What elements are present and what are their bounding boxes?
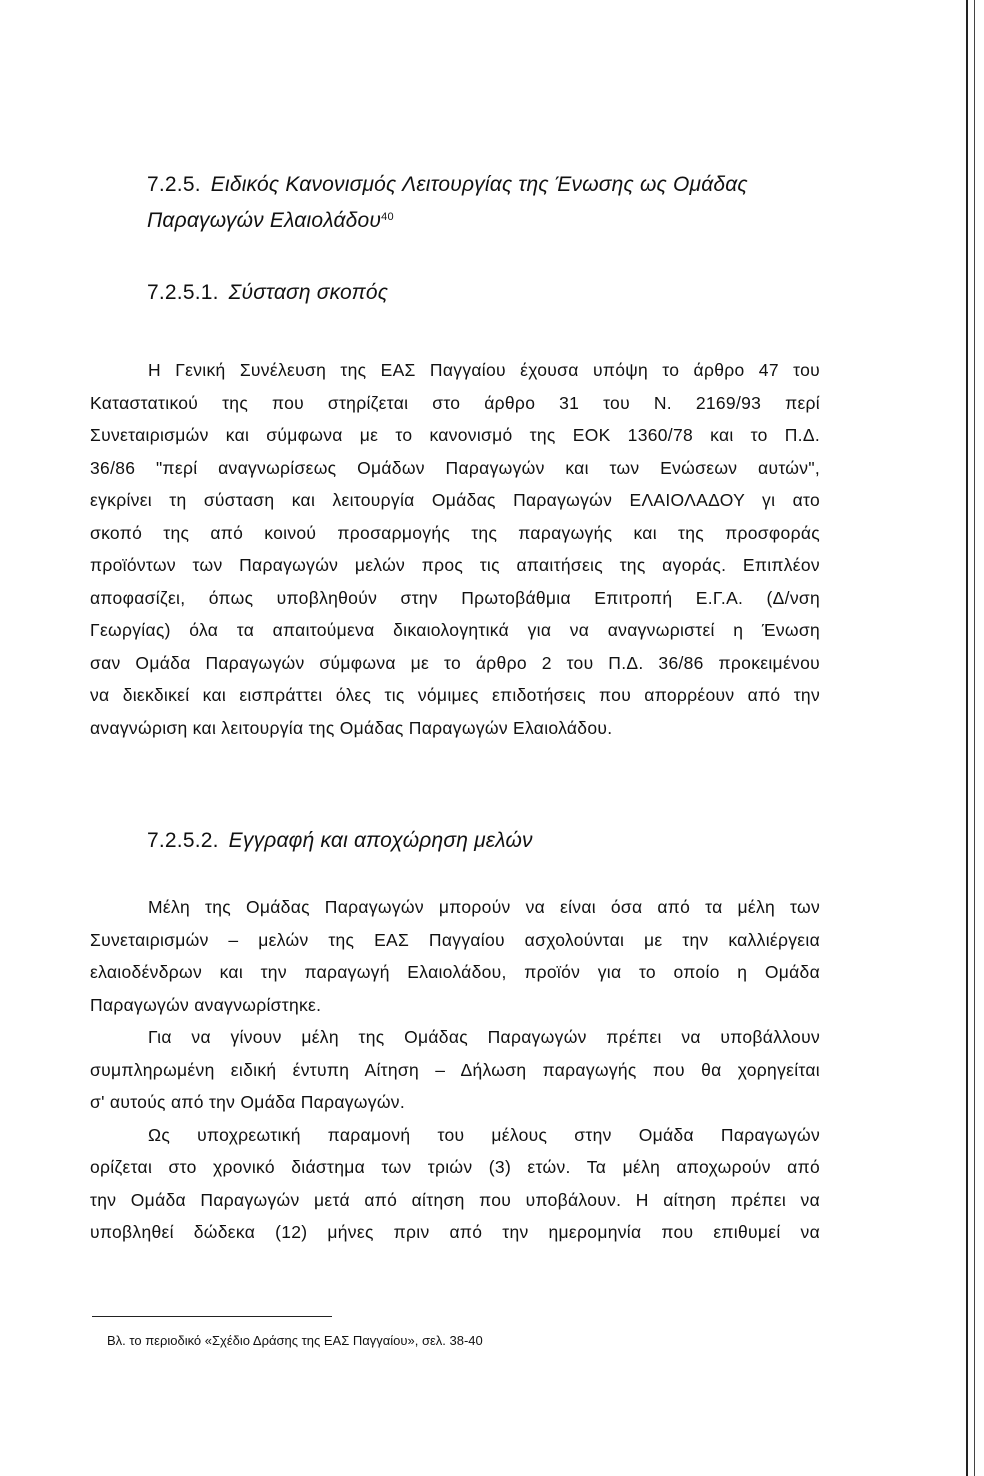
paragraph-line: Συνεταιρισμών – μελών της ΕΑΣ Παγγαίου ασχολούνται με την καλλιέργεια	[90, 929, 820, 950]
paragraph-line: Γεωργίας) όλα τα απαιτούμενα δικαιολογητικά για να αναγνωριστεί η Ένωση	[90, 620, 820, 640]
paragraph-line: αποφασίζει, όπως υποβληθούν στην Πρωτοβάθμια Επιτροπή Ε.Γ.Α. (Δ/νση	[90, 587, 820, 608]
paragraph-line: να διεκδικεί και εισπράττει όλες τις νόμιμες επιδοτήσεις που απορρέουν από την	[90, 685, 820, 705]
section-heading	[147, 167, 748, 203]
footnote-text: Βλ. το περιοδικό «Σχέδιο Δράσης της ΕΑΣ Παγγαίου», σελ. 38-40	[107, 1333, 483, 1348]
paragraph-line: εγκρίνει τη σύσταση και λειτουργία Ομάδας Παραγωγών ΕΛΑΙΟΛΑΔΟΥ γι ατο	[90, 490, 820, 510]
paragraph-line: Συνεταιρισμών και σύμφωνα με το κανονισμό της ΕΟΚ 1360/78 και το Π.Δ.	[90, 425, 820, 445]
footnote-separator	[92, 1316, 332, 1317]
paragraph-line: Μέλη της Ομάδας Παραγωγών μπορούν να είναι όσα από τα μέλη των	[148, 897, 820, 917]
subsection-title: Σύσταση σκοπός	[228, 281, 389, 304]
paragraph-line: σ' αυτούς από την Ομάδα Παραγωγών.	[90, 1092, 405, 1112]
subsection-number: 7.2.5.1.	[147, 281, 219, 304]
section-title-line-2: Παραγωγών Ελαιολάδου	[147, 209, 382, 232]
paragraph-line: Παραγωγών αναγνωρίστηκε.	[90, 994, 322, 1015]
paragraph-line: Για να γίνουν μέλη της Ομάδας Παραγωγών πρέπει να υποβάλλουν	[148, 1027, 820, 1047]
paragraph-line: 36/86 "περί αναγνωρίσεως Ομάδων Παραγωγών και των Ενώσεων αυτών",	[90, 457, 820, 478]
paragraph-establishment	[90, 354, 820, 744]
subsection-heading-1	[147, 275, 388, 311]
section-heading-continued	[147, 203, 394, 239]
paragraph-line: σκοπό της από κοινού προσαρμογής της παραγωγής και της προσφοράς	[90, 522, 820, 543]
paragraph-line: σαν Ομάδα Παραγωγών σύμφωνα με το άρθρο 2 του Π.Δ. 36/86 προκειμένου	[90, 652, 820, 673]
paragraph-line: συμπληρωμένη ειδική έντυπη Αίτηση – Δήλωση παραγωγής που θα χορηγείται	[90, 1059, 820, 1080]
subsection-title: Εγγραφή και αποχώρηση μελών	[228, 829, 533, 852]
paragraph-line: την Ομάδα Παραγωγών μετά από αίτηση που υποβάλουν. Η αίτηση πρέπει να	[90, 1189, 820, 1210]
footnote	[107, 1333, 483, 1348]
paragraph-line: ελαιοδένδρων και την παραγωγή Ελαιολάδου, προϊόν για το οποίο η Ομάδα	[90, 962, 820, 982]
paragraph-line: Η Γενική Συνέλευση της ΕΑΣ Παγγαίου έχουσα υπόψη το άρθρο 47 του	[148, 360, 820, 380]
subsection-number: 7.2.5.2.	[147, 829, 219, 852]
footnote-reference: 40	[381, 211, 394, 223]
paragraph-line: ορίζεται στο χρονικό διάστημα των τριών (3) ετών. Τα μέλη αποχωρούν από	[90, 1157, 820, 1177]
paragraph-line: προϊόντων των Παραγωγών μελών προς τις απαιτήσεις της αγοράς. Επιπλέον	[90, 555, 820, 575]
section-title-line-1: Ειδικός Κανονισμός Λειτουργίας της Ένωσης ως Ομάδας	[210, 173, 748, 196]
paragraph-membership	[90, 891, 820, 1249]
paragraph-line: αναγνώριση και λειτουργία της Ομάδας Παραγωγών Ελαιολάδου.	[90, 717, 613, 738]
subsection-heading-2	[147, 823, 533, 859]
paragraph-line: Καταστατικού της που στηρίζεται στο άρθρο 31 του Ν. 2169/93 περί	[90, 392, 820, 413]
paragraph-line: υποβληθεί δώδεκα (12) μήνες πριν από την ημερομηνία που επιθυμεί να	[90, 1222, 820, 1242]
section-number: 7.2.5.	[147, 173, 201, 196]
paragraph-line: Ως υποχρεωτική παραμονή του μέλους στην Ομάδα Παραγωγών	[148, 1124, 820, 1145]
